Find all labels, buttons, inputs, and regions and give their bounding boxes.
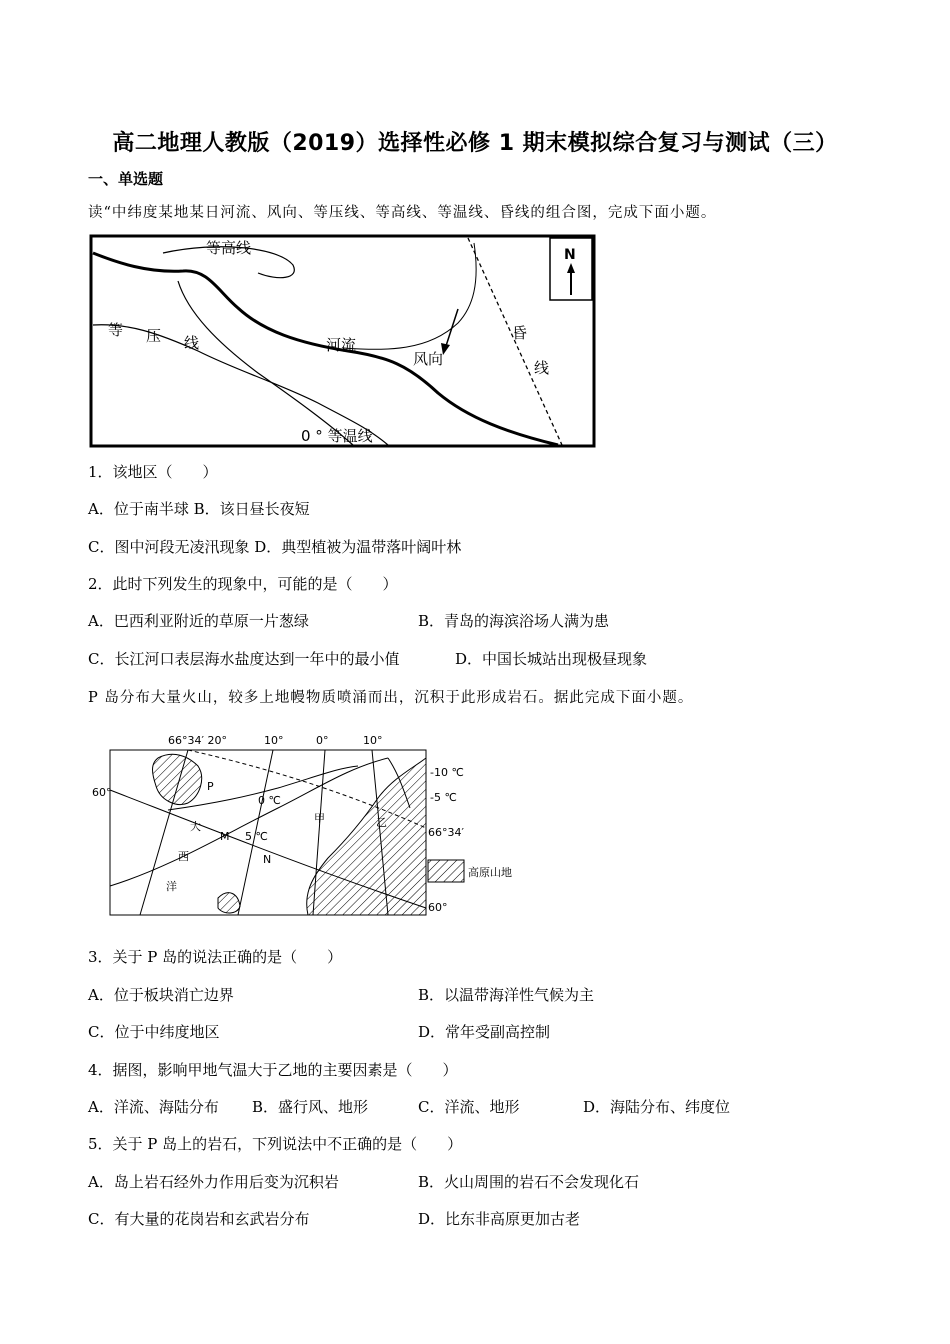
- q5-option-d: D．比东非高原更加古老: [418, 1210, 581, 1228]
- iso-5-label: 5 ℃: [245, 830, 268, 843]
- q2-option-a: A．巴西利亚附近的草原一片葱绿: [88, 612, 309, 630]
- q5-option-a: A．岛上岩石经外力作用后变为沉积岩: [88, 1173, 339, 1191]
- q3-option-d: D．常年受副高控制: [418, 1023, 551, 1041]
- q4-stem: 4．据图，影响甲地气温大于乙地的主要因素是（ ）: [88, 1061, 458, 1079]
- lat-left-label: 60°: [92, 786, 112, 799]
- isobar-label-3: 线: [184, 334, 200, 352]
- lat-bottom-label: 60°: [428, 901, 448, 914]
- iso-m5-label: -5 ℃: [430, 791, 457, 804]
- ocean-label-3: 洋: [166, 880, 177, 893]
- dusk-label-1: 昏: [512, 324, 528, 342]
- lat-right-label: 66°34′: [428, 826, 464, 839]
- q4-option-a: A．洋流、海陆分布: [88, 1098, 219, 1116]
- river-label: 河流: [326, 336, 357, 354]
- m-label: M: [220, 830, 230, 843]
- iso-m10-label: -10 ℃: [430, 766, 464, 779]
- isotherm-line: [178, 281, 353, 445]
- q2-option-c: C．长江河口表层海水盐度达到一年中的最小值: [88, 650, 400, 668]
- land-mass: [307, 758, 426, 915]
- map-figure-1: [88, 233, 598, 448]
- q5-stem: 5．关于 P 岛上的岩石，下列说法中不正确的是（ ）: [88, 1135, 463, 1153]
- q3-option-b: B．以温带海洋性气候为主: [418, 986, 595, 1004]
- q5-option-c: C．有大量的花岗岩和玄武岩分布: [88, 1210, 310, 1228]
- intro-text-1: 读“中纬度某地某日河流、风向、等压线、等高线、等温线、昏线的组合图，完成下面小题。: [88, 205, 717, 221]
- n-label: N: [263, 853, 272, 866]
- small-island: [218, 893, 240, 913]
- wind-arrow-icon: [445, 309, 458, 349]
- top-label-1: 66°34′ 20°: [168, 734, 227, 747]
- q2-option-d: D．中国长城站出现极昼现象: [455, 650, 648, 668]
- dusk-label-2: 线: [534, 359, 550, 377]
- isobar-label-1: 等: [108, 321, 124, 339]
- q1-options-cd: C．图中河段无凌汛现象 D．典型植被为温带落叶阔叶林: [88, 538, 462, 556]
- contour-label: 等高线: [206, 239, 252, 257]
- legend-swatch: [428, 860, 464, 882]
- intro-text-2: P 岛分布大量火山，较多上地幔物质喷涌而出，沉积于此形成岩石。据此完成下面小题。: [88, 690, 694, 706]
- q1-options-ab: A．位于南半球 B．该日昼长夜短: [88, 500, 310, 518]
- yi-label: 乙: [376, 816, 387, 829]
- island-p-label: P: [207, 780, 214, 793]
- q1-stem: 1．该地区（ ）: [88, 463, 218, 481]
- wind-label: 风向: [413, 350, 444, 368]
- q4-option-b: B．盛行风、地形: [252, 1098, 369, 1116]
- jia-label: 甲: [314, 812, 325, 825]
- q3-option-a: A．位于板块消亡边界: [88, 986, 234, 1004]
- ocean-label-1: 大: [190, 820, 201, 833]
- isotherm-label: 0 ° 等温线: [301, 427, 373, 445]
- ocean-label-2: 西: [178, 850, 189, 863]
- top-label-4: 10°: [363, 734, 383, 747]
- map-figure-2: [88, 728, 528, 923]
- q4-option-c: C．洋流、地形: [418, 1098, 520, 1116]
- q4-option-d: D．海陆分布、纬度位: [583, 1098, 731, 1116]
- q5-option-b: B．火山周围的岩石不会发现化石: [418, 1173, 640, 1191]
- legend-label: 高原山地: [468, 866, 512, 879]
- island-p: [153, 754, 202, 804]
- iso-0-label: 0 ℃: [258, 794, 281, 807]
- page-title: 高二地理人教版（2019）选择性必修 1 期末模拟综合复习与测试（三）: [112, 131, 838, 156]
- section-heading: 一、单选题: [88, 170, 164, 188]
- isobar-label-2: 压: [146, 327, 162, 345]
- q3-stem: 3．关于 P 岛的说法正确的是（ ）: [88, 948, 343, 966]
- north-label: N: [564, 247, 576, 263]
- circle-arc: [343, 243, 476, 349]
- top-label-3: 0°: [316, 734, 329, 747]
- q3-option-c: C．位于中纬度地区: [88, 1023, 220, 1041]
- top-label-2: 10°: [264, 734, 284, 747]
- q2-option-b: B．青岛的海滨浴场人满为患: [418, 612, 610, 630]
- q2-stem: 2．此时下列发生的现象中，可能的是（ ）: [88, 575, 398, 593]
